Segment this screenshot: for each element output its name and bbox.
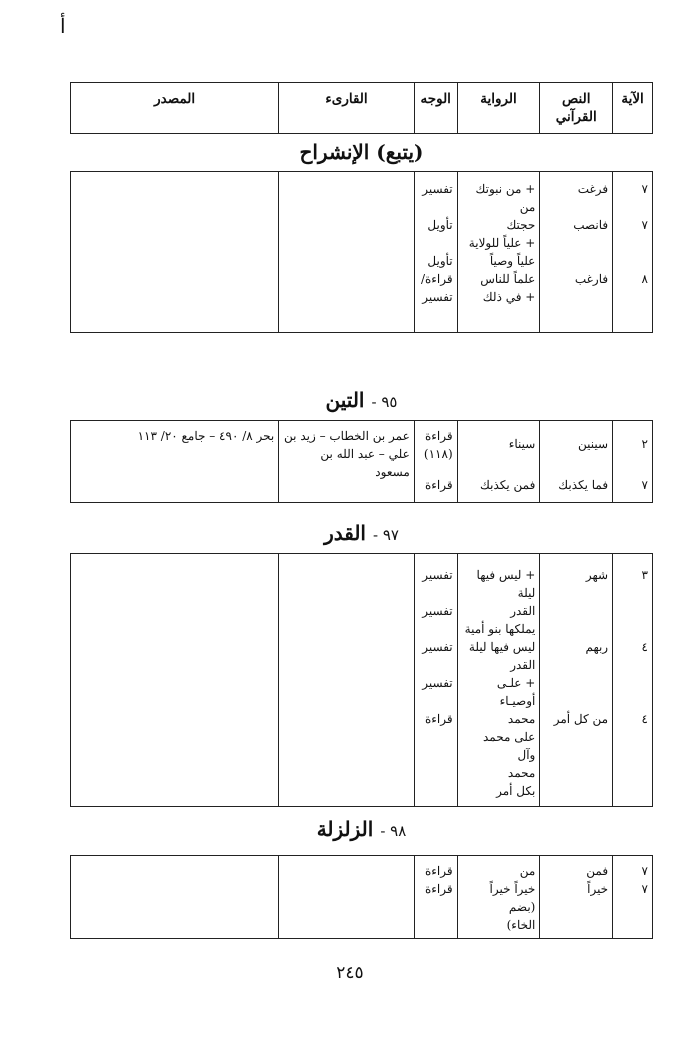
cell-line: حجتك bbox=[506, 218, 536, 232]
cell-line: شهر bbox=[585, 568, 609, 582]
cell-line bbox=[617, 234, 648, 252]
header-narration: الرواية bbox=[457, 83, 540, 133]
cell-line: ٨ bbox=[641, 272, 648, 286]
cell-line: ٧ bbox=[641, 864, 648, 878]
column-narration bbox=[457, 554, 540, 806]
cell-line bbox=[617, 898, 648, 916]
cell-line: فمن bbox=[586, 864, 609, 878]
cell-line bbox=[419, 198, 453, 216]
cell-line: فرغت bbox=[577, 182, 609, 196]
cell-source: بحر ٨/ ٤٩٠ – جامع ٢٠/ ١١٣ bbox=[137, 429, 275, 443]
section-title-tin: ٩٥ - التين bbox=[325, 388, 398, 412]
cell-line bbox=[419, 234, 453, 252]
column-aya bbox=[612, 554, 652, 806]
section-title-zalzala: ٩٨ - الزلزلة bbox=[316, 817, 407, 841]
cell-line: قراءة/ bbox=[420, 272, 453, 286]
cell-line: علماً للناس bbox=[480, 272, 536, 286]
column-aya bbox=[612, 172, 652, 332]
cell-line: + علـى أوصيـاء bbox=[496, 676, 536, 708]
column-narration bbox=[457, 172, 540, 332]
cell-line bbox=[419, 898, 453, 916]
cell-line bbox=[544, 288, 608, 306]
cell-line: تفسير bbox=[422, 290, 453, 304]
section-title-inshirah: (يتبع) الإنشراح bbox=[299, 140, 424, 164]
cell-line bbox=[617, 602, 648, 620]
cell-aya: ٢ bbox=[612, 421, 652, 474]
cell-line bbox=[462, 306, 536, 324]
table-tin bbox=[70, 420, 653, 503]
cell-reader bbox=[278, 474, 414, 502]
column-reader bbox=[278, 172, 414, 332]
cell-narration: فمن يكذبك bbox=[457, 474, 540, 502]
table-row bbox=[71, 421, 652, 479]
column-aya bbox=[612, 856, 652, 938]
header-aya: الآية bbox=[612, 83, 652, 133]
column-aspect bbox=[414, 856, 457, 938]
cell-line: قراءة bbox=[425, 882, 453, 896]
cell-line bbox=[419, 692, 453, 710]
cell-line: بكل أمر bbox=[496, 784, 536, 798]
cell-line bbox=[617, 692, 648, 710]
header-aspect: الوجه bbox=[414, 83, 457, 133]
cell-line: من كل أمر bbox=[553, 712, 609, 726]
cell-line: تأويل bbox=[427, 254, 453, 268]
cell-line: تأويل bbox=[427, 218, 453, 232]
cell-line: + في ذلك bbox=[482, 290, 536, 304]
cell-line: + ليس فيها ليلة bbox=[476, 568, 536, 600]
corner-mark: أ bbox=[60, 14, 66, 38]
column-source bbox=[71, 172, 278, 332]
column-quranic-text bbox=[539, 172, 612, 332]
cell-line: ٣ bbox=[641, 568, 648, 582]
cell-aya: ٧ bbox=[612, 474, 652, 502]
cell-line: ليس فيها ليلة القدر bbox=[468, 640, 536, 672]
cell-line: محمد bbox=[507, 712, 536, 726]
cell-line: ٧ bbox=[641, 218, 648, 232]
column-header-row bbox=[70, 82, 653, 134]
cell-line bbox=[617, 198, 648, 216]
cell-line: ربهم bbox=[585, 640, 609, 654]
cell-line bbox=[617, 674, 648, 692]
cell-line: الخاء) bbox=[506, 918, 536, 932]
cell-line: قراءة bbox=[425, 864, 453, 878]
cell-quranic-text: فما يكذبك bbox=[539, 474, 612, 502]
column-quranic-text bbox=[539, 856, 612, 938]
cell-line bbox=[419, 620, 453, 638]
cell-line: خيراً خيراً (بضم bbox=[489, 882, 536, 914]
table-row bbox=[71, 474, 652, 502]
table-zalzala bbox=[70, 855, 653, 939]
table-inshirah bbox=[70, 171, 653, 333]
cell-line: علياً وصياً bbox=[489, 254, 536, 268]
cell-line bbox=[544, 602, 608, 620]
cell-line: خيراً bbox=[587, 882, 609, 896]
cell-reader: عمر بن الخطاب – زيد بن علي – عبد الله بن مسعود bbox=[278, 421, 414, 474]
column-aspect bbox=[414, 554, 457, 806]
cell-line bbox=[544, 234, 608, 252]
cell-line: فانصب bbox=[573, 218, 609, 232]
cell-line bbox=[617, 620, 648, 638]
cell-line bbox=[617, 584, 648, 602]
cell-line: تفسير bbox=[422, 640, 453, 654]
column-reader bbox=[278, 856, 414, 938]
cell-narration: سيناء bbox=[457, 421, 540, 474]
cell-line bbox=[544, 620, 608, 638]
cell-line: تفسير bbox=[422, 676, 453, 690]
column-source bbox=[71, 554, 278, 806]
cell-line: من bbox=[519, 864, 536, 878]
cell-line: ٤ bbox=[641, 640, 648, 654]
cell-line: القدر bbox=[510, 604, 536, 618]
cell-line: تفسير bbox=[422, 604, 453, 618]
cell-line: محمد bbox=[507, 766, 536, 780]
table-qadr bbox=[70, 553, 653, 807]
cell-line: قراءة bbox=[425, 712, 453, 726]
column-source bbox=[71, 856, 278, 938]
cell-aspect: قراءة (١١٨) bbox=[414, 421, 457, 474]
cell-line: ٤ bbox=[641, 712, 648, 726]
column-aspect bbox=[414, 172, 457, 332]
header-reader: القارىء bbox=[278, 83, 414, 133]
cell-line bbox=[544, 692, 608, 710]
cell-line bbox=[419, 656, 453, 674]
cell-line: تفسير bbox=[422, 182, 453, 196]
section-title-qadr: ٩٧ - القدر bbox=[324, 521, 399, 545]
cell-line: على محمد وآل bbox=[482, 730, 536, 762]
cell-aspect: قراءة bbox=[414, 474, 457, 502]
cell-line: + علياً للولاية bbox=[468, 236, 536, 250]
column-quranic-text bbox=[539, 554, 612, 806]
header-source: المصدر bbox=[154, 91, 196, 107]
column-reader bbox=[278, 554, 414, 806]
cell-line: فارغب bbox=[574, 272, 609, 286]
column-narration bbox=[457, 856, 540, 938]
cell-quranic-text: سينين bbox=[539, 421, 612, 474]
cell-line bbox=[544, 656, 608, 674]
cell-line bbox=[419, 584, 453, 602]
cell-line bbox=[544, 252, 608, 270]
cell-line bbox=[617, 288, 648, 306]
cell-line bbox=[544, 898, 608, 916]
cell-line: ٧ bbox=[641, 182, 648, 196]
cell-line: تفسير bbox=[422, 568, 453, 582]
cell-line bbox=[617, 252, 648, 270]
cell-line: ٧ bbox=[641, 882, 648, 896]
header-quranic-text: النص القرآني bbox=[539, 83, 612, 133]
cell-line: يملكها بنو أمية bbox=[464, 622, 536, 636]
cell-line: + من نبوتك من bbox=[475, 182, 536, 214]
page-number: ٢٤٥ bbox=[336, 963, 364, 983]
cell-line bbox=[544, 674, 608, 692]
cell-line bbox=[544, 198, 608, 216]
cell-line bbox=[617, 656, 648, 674]
cell-line bbox=[544, 584, 608, 602]
cell-source bbox=[71, 474, 278, 502]
